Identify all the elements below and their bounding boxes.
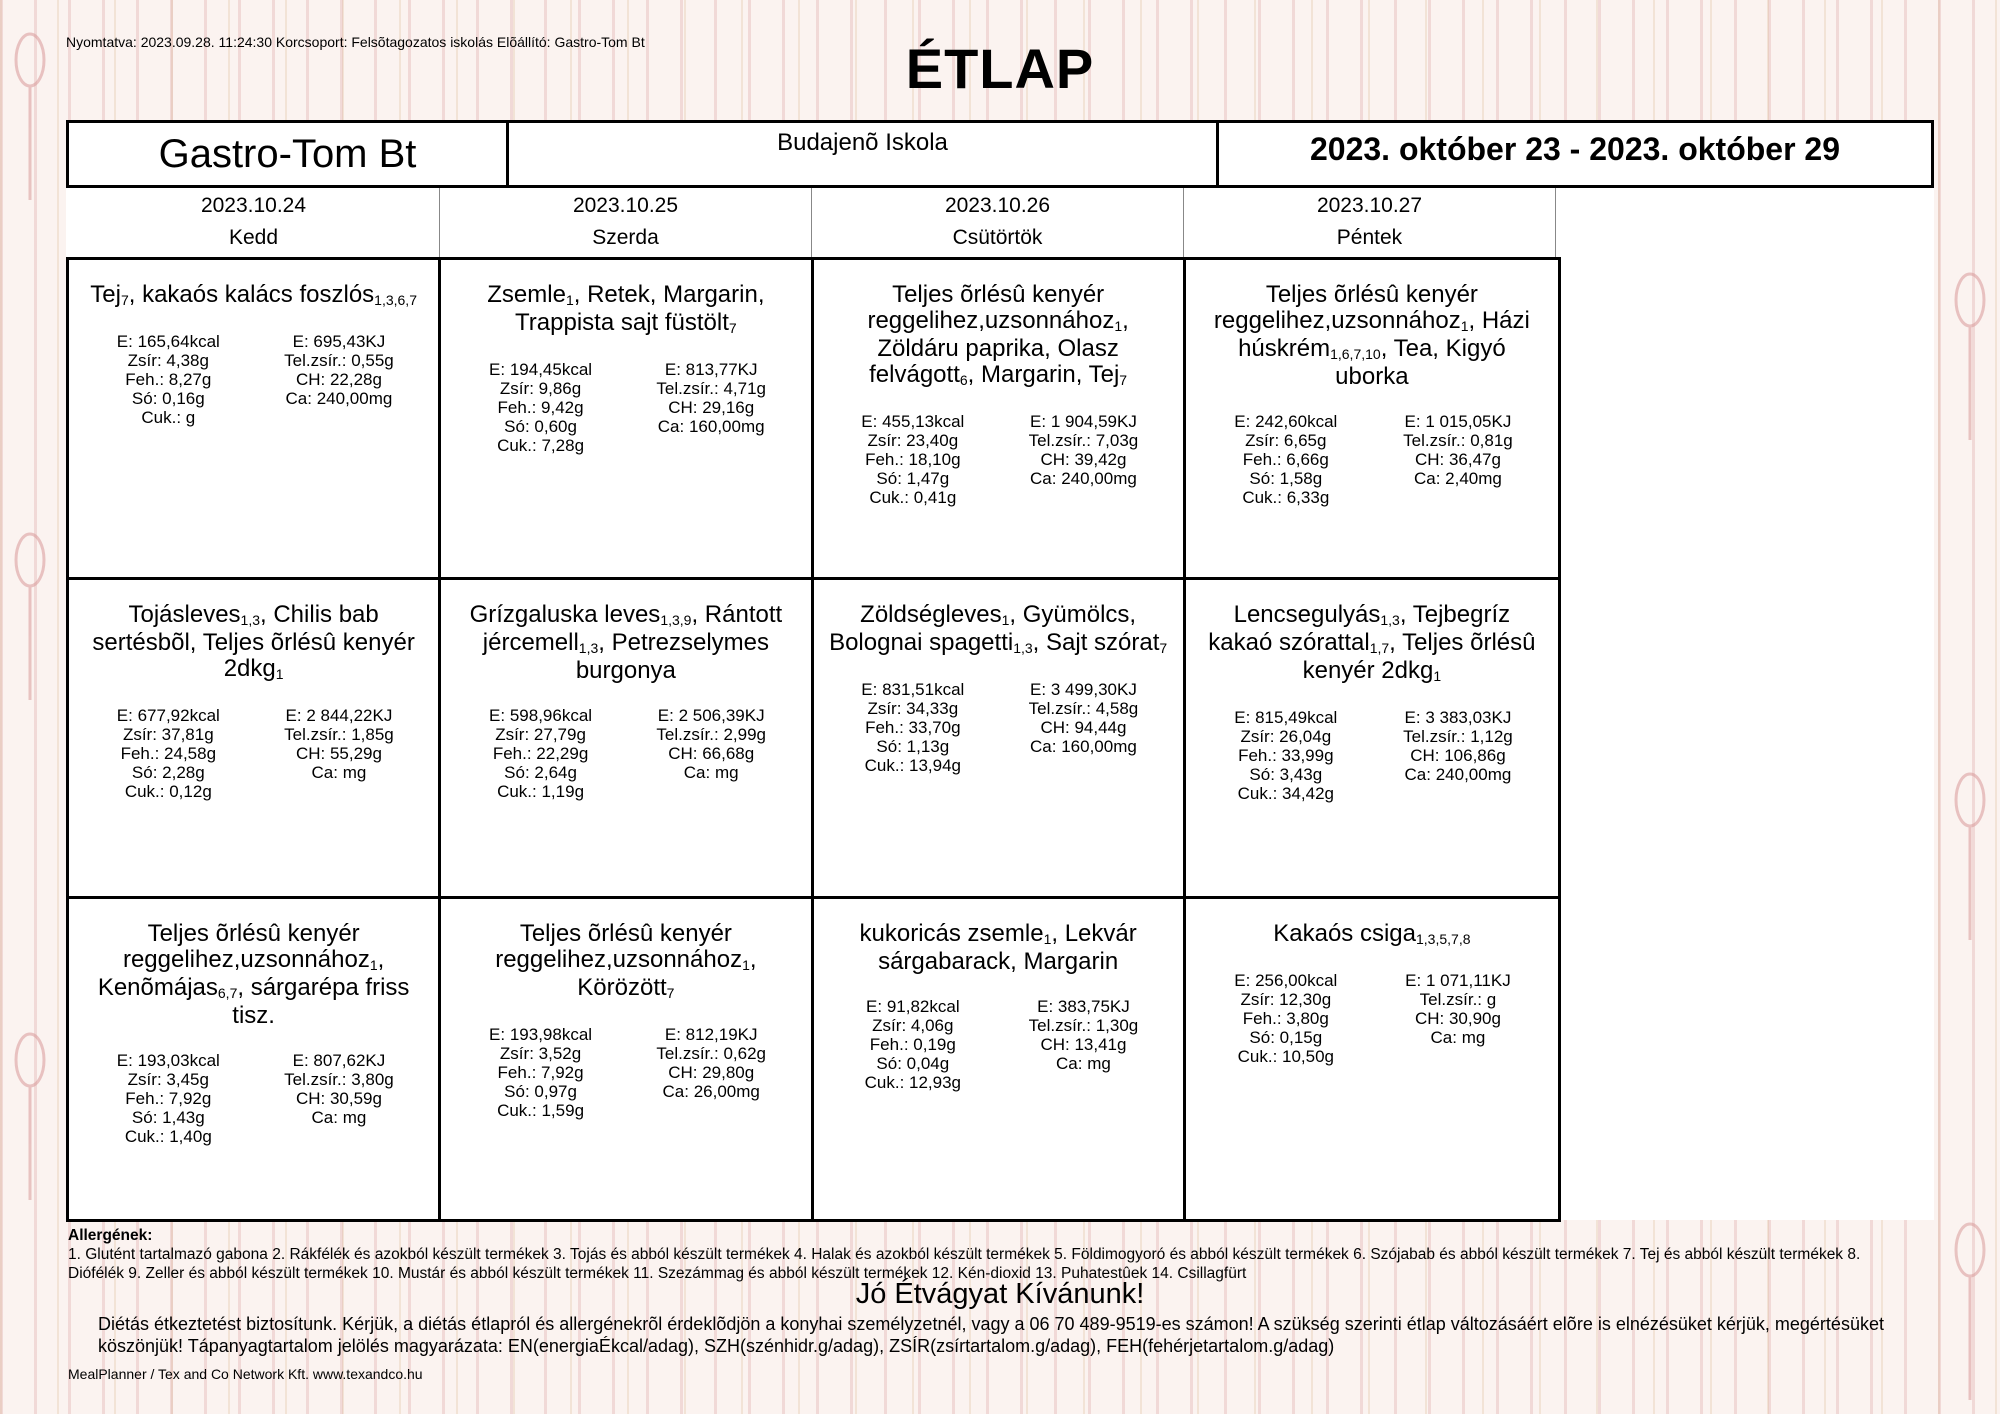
- nutrition-info: [1200, 412, 1544, 507]
- allergen-codes: 1,3: [1380, 611, 1400, 628]
- allergen-codes: 1,6,7,10: [1330, 346, 1381, 362]
- dish-part: , Sajt szórat: [1032, 628, 1160, 656]
- nutrition-column-right: [254, 332, 425, 427]
- nutrition-value: Feh.: 7,92g: [497, 1063, 584, 1083]
- allergen-codes: 1,3,5,7,8: [1416, 931, 1471, 948]
- nutrition-value: Cuk.: 10,50g: [1237, 1047, 1335, 1067]
- nutrition-column-right: [998, 680, 1169, 775]
- nutrition-value: Zsír: 34,33g: [867, 698, 959, 718]
- dish-part: , Körözött: [577, 946, 757, 1002]
- nutrition-value: Tel.zsír.: 1,30g: [1028, 1016, 1139, 1036]
- nutrition-value: CH: 39,42g: [1040, 450, 1127, 469]
- nutrition-value: E: 193,03kcal: [116, 1051, 220, 1071]
- day-date: 2023.10.26: [944, 194, 1051, 217]
- nutrition-info: [455, 706, 796, 801]
- allergen-codes: 6: [959, 372, 968, 388]
- nutrition-value: Feh.: 6,66g: [1242, 450, 1329, 469]
- dish-part: , Retek, Margarin, Trappista sajt füstölt: [515, 281, 765, 336]
- nutrition-value: Feh.: 22,29g: [492, 743, 589, 763]
- menu-header: [66, 120, 1934, 188]
- allergen-codes: 7: [666, 985, 675, 1002]
- nutrition-value: CH: 55,29g: [295, 743, 382, 763]
- day-date: 2023.10.25: [572, 194, 679, 217]
- nutrition-column-left: [1200, 412, 1372, 507]
- nutrition-value: E: 383,75KJ: [1037, 997, 1130, 1017]
- nutrition-value: Feh.: 33,99g: [1238, 745, 1334, 765]
- nutrition-value: Cuk.: 1,19g: [497, 781, 585, 801]
- allergen-codes: 1,3,9: [660, 611, 692, 628]
- nutrition-value: CH: 106,86g: [1410, 745, 1506, 765]
- nutrition-column-left: [1200, 708, 1372, 803]
- nutrition-column-left: [83, 1051, 254, 1146]
- nutrition-value: E: 677,92kcal: [116, 705, 220, 725]
- nutrition-value: Tel.zsír.: 0,81g: [1403, 431, 1513, 450]
- allergen-codes: 1,3: [578, 639, 599, 656]
- allergen-codes: 1,7: [1369, 639, 1390, 656]
- nutrition-info: [83, 332, 424, 427]
- nutrition-value: Ca: 240,00mg: [285, 389, 393, 408]
- nutrition-value: E: 598,96kcal: [489, 705, 593, 725]
- allergen-heading: Allergének:: [68, 1227, 153, 1244]
- allergen-codes: 1: [742, 957, 750, 974]
- nutrition-value: Só: 0,15g: [1249, 1028, 1323, 1048]
- nutrition-value: CH: 29,80g: [668, 1063, 755, 1083]
- nutrition-column-right: [998, 997, 1169, 1092]
- nutrition-value: Zsír: 9,86g: [499, 379, 582, 398]
- menu-cell: [441, 580, 813, 900]
- nutrition-value: Ca: 240,00mg: [1404, 764, 1512, 784]
- week-period: 2023. október 23 - 2023. október 29: [1309, 131, 1841, 167]
- nutrition-value: E: 813,77KJ: [664, 360, 758, 379]
- dish-text: [83, 921, 424, 1029]
- day-name: Péntek: [1336, 226, 1403, 249]
- dish-part: , sárgarépa friss tisz.: [232, 974, 410, 1030]
- menu-cell: [1186, 580, 1558, 900]
- dish-part: , Lekvár sárgabarack, Margarin: [878, 920, 1137, 976]
- nutrition-value: E: 3 499,30KJ: [1030, 679, 1137, 699]
- dish-part: Zöldségleves: [860, 600, 1002, 628]
- nutrition-value: Feh.: 0,19g: [869, 1035, 956, 1055]
- nutrition-value: Zsír: 12,30g: [1240, 990, 1332, 1010]
- nutrition-value: E: 165,64kcal: [116, 332, 220, 351]
- nutrition-value: Tel.zsír.: 1,12g: [1403, 726, 1513, 746]
- nutrition-value: Só: 0,97g: [504, 1082, 577, 1102]
- nutrition-value: Cuk.: g: [141, 408, 196, 427]
- nutrition-value: Feh.: 3,80g: [1242, 1009, 1329, 1029]
- nutrition-value: Só: 1,58g: [1249, 469, 1323, 488]
- dish-part: , kakaós kalács foszlós: [128, 281, 375, 308]
- nutrition-value: Tel.zsír.: g: [1419, 990, 1497, 1010]
- allergen-codes: 1: [275, 665, 284, 682]
- nutrition-value: Cuk.: 0,41g: [869, 488, 957, 507]
- dish-text: [455, 282, 796, 338]
- nutrition-value: Cuk.: 1,40g: [124, 1127, 212, 1147]
- nutrition-value: Cuk.: 13,94g: [864, 755, 962, 775]
- dish-part: , Tea, Kigyó uborka: [1335, 335, 1506, 390]
- nutrition-column-right: [626, 1025, 797, 1120]
- day-date: 2023.10.27: [1316, 194, 1423, 217]
- allergen-codes: 1,3: [240, 611, 261, 628]
- nutrition-value: Feh.: 7,92g: [125, 1089, 212, 1109]
- dish-text: [1200, 282, 1544, 390]
- day-name: Csütörtök: [952, 226, 1043, 249]
- dish-part: Tej: [90, 281, 121, 308]
- nutrition-column-right: [254, 1051, 425, 1146]
- nutrition-value: CH: 94,44g: [1040, 717, 1127, 737]
- nutrition-value: Só: 2,28g: [131, 762, 205, 782]
- nutrition-value: Feh.: 33,70g: [865, 717, 961, 737]
- nutrition-value: CH: 29,16g: [668, 398, 755, 417]
- menu-grid: [66, 257, 1561, 1222]
- bon-appetit-text: Jó Étvágyat Kívánunk!: [855, 1278, 1145, 1310]
- dish-part: Tojásleves: [128, 600, 241, 628]
- allergen-list: 1. Glutént tartalmazó gabona 2. Rákfélék és azokból készült termékek 3. Tojás és abból készült termékek 4. Halak és azokból készült termékek 5. Földimogyoró és abból készült termékek 6. Szójabab és abból készült termékek 7. Tej és abból készült termékek 8. Diófélék 9. Zeller és abból készült termékek 10. Mustár és abból készült termékek 11. Szezámmag és abból készült termékek 12. Kén-dioxid 13. Puhatestûek 14. Csillagfürt: [68, 1246, 1861, 1282]
- nutrition-value: Ca: mg: [1056, 1054, 1111, 1074]
- allergen-codes: 7: [728, 320, 737, 336]
- nutrition-column-left: [828, 997, 999, 1092]
- nutrition-column-right: [626, 360, 797, 455]
- nutrition-value: Zsír: 4,38g: [127, 351, 209, 370]
- nutrition-info: [1200, 708, 1544, 803]
- nutrition-value: Ca: mg: [311, 762, 367, 782]
- menu-cell: [814, 580, 1186, 900]
- nutrition-info: [83, 1051, 424, 1146]
- nutrition-info: [828, 997, 1169, 1092]
- nutrition-value: CH: 13,41g: [1040, 1035, 1127, 1055]
- nutrition-value: E: 2 506,39KJ: [657, 705, 765, 725]
- dish-part: kukoricás zsemle: [859, 920, 1044, 948]
- nutrition-value: Só: 1,13g: [876, 736, 950, 756]
- allergen-codes: 1: [565, 292, 574, 308]
- nutrition-column-left: [83, 332, 254, 427]
- dish-part: Kakaós csiga: [1273, 920, 1416, 948]
- nutrition-column-right: [1372, 708, 1544, 803]
- nutrition-value: Feh.: 8,27g: [125, 370, 212, 389]
- nutrition-value: E: 194,45kcal: [489, 360, 593, 379]
- menu-cell: [69, 260, 441, 580]
- nutrition-value: Zsír: 23,40g: [867, 431, 959, 450]
- footer-credit: MealPlanner / Tex and Co Network Kft. www.texandco.hu: [68, 1366, 423, 1382]
- nutrition-value: Zsír: 3,45g: [127, 1070, 209, 1090]
- nutrition-value: E: 807,62KJ: [292, 1051, 386, 1071]
- menu-cell: [814, 260, 1186, 580]
- menu-cell: [1186, 260, 1558, 580]
- nutrition-value: Cuk.: 7,28g: [497, 436, 585, 455]
- nutrition-column-right: [626, 706, 797, 801]
- nutrition-value: E: 193,98kcal: [489, 1025, 593, 1045]
- nutrition-column-right: [254, 706, 425, 801]
- dish-part: Zsemle: [487, 281, 566, 308]
- nutrition-value: Tel.zsír.: 7,03g: [1028, 431, 1139, 450]
- nutrition-value: Ca: 240,00mg: [1030, 469, 1137, 488]
- day-headers: [68, 188, 1556, 258]
- nutrition-value: Ca: mg: [1430, 1028, 1486, 1048]
- nutrition-column-right: [1372, 412, 1544, 507]
- nutrition-value: Ca: 2,40mg: [1413, 469, 1502, 488]
- allergen-codes: 7: [1119, 372, 1128, 388]
- dish-text: [1200, 921, 1544, 949]
- nutrition-value: E: 1 904,59KJ: [1030, 412, 1137, 431]
- company-name: Gastro-Tom Bt: [69, 123, 509, 185]
- nutrition-value: Só: 0,60g: [504, 417, 577, 436]
- nutrition-value: Cuk.: 6,33g: [1242, 488, 1330, 507]
- nutrition-info: [455, 360, 796, 455]
- nutrition-value: E: 1 071,11KJ: [1405, 971, 1511, 991]
- nutrition-value: CH: 36,47g: [1414, 450, 1501, 469]
- dish-part: Teljes õrlésû kenyér reggelihez,uzsonnához: [495, 920, 743, 974]
- school-name: Budajenõ Iskola: [509, 123, 1219, 185]
- dish-part: Lencsegulyás: [1233, 600, 1381, 628]
- menu-cell: [441, 260, 813, 580]
- dish-part: Teljes õrlésû kenyér reggelihez,uzsonnához: [1213, 281, 1478, 334]
- dish-part: , Gyümölcs, Bolognai spagetti: [829, 600, 1137, 656]
- day-header: [812, 188, 1184, 258]
- nutrition-column-left: [1200, 971, 1372, 1066]
- nutrition-column-left: [455, 1025, 626, 1120]
- nutrition-value: E: 91,82kcal: [866, 997, 960, 1017]
- nutrition-value: Só: 0,16g: [131, 389, 205, 408]
- diet-note: Diétás étkeztetést biztosítunk. Kérjük, a diétás étlapról és allergénekrõl érdeklõdjön a konyhai személyzetnél, vagy a 06 70 489-9519-es számon! A szükség szerinti étlap változásáért elõre is elnézésüket kérjük, megértésüket köszönjük! Tápanyagtartalom jelölés magyarázata: EN(energiaÉkcal/adag), SZH(szénhidr.g/adag), ZSÍR(zsírtartalom.g/adag), FEH(fehérjetartalom.g/adag): [98, 1314, 1884, 1356]
- dish-text: [455, 602, 796, 684]
- nutrition-column-left: [828, 412, 999, 507]
- allergen-codes: 1: [1460, 318, 1469, 334]
- nutrition-value: Só: 1,43g: [131, 1108, 205, 1128]
- nutrition-value: E: 815,49kcal: [1234, 707, 1338, 727]
- allergen-codes: 1: [1433, 667, 1442, 684]
- nutrition-value: Zsír: 4,06g: [872, 1016, 954, 1036]
- allergen-codes: 7: [120, 292, 129, 308]
- allergen-codes: 6,7: [217, 985, 238, 1002]
- nutrition-column-right: [1372, 971, 1544, 1066]
- nutrition-value: Tel.zsír.: 0,55g: [284, 351, 394, 370]
- dish-part: , Petrezselymes burgonya: [575, 628, 769, 684]
- nutrition-value: Zsír: 3,52g: [499, 1044, 582, 1064]
- dish-part: Teljes õrlésû kenyér reggelihez,uzsonnához: [867, 281, 1115, 334]
- nutrition-info: [1200, 971, 1544, 1066]
- dish-part: Grízgaluska leves: [469, 600, 661, 628]
- dish-text: [83, 602, 424, 684]
- nutrition-value: E: 812,19KJ: [664, 1025, 758, 1045]
- nutrition-value: CH: 66,68g: [668, 743, 755, 763]
- nutrition-value: Ca: 160,00mg: [1030, 736, 1137, 756]
- nutrition-value: Só: 1,47g: [876, 469, 950, 488]
- nutrition-column-left: [455, 706, 626, 801]
- dish-text: [828, 921, 1169, 975]
- menu-cell: [69, 580, 441, 900]
- allergen-codes: 1: [1001, 611, 1010, 628]
- day-name: Szerda: [592, 226, 659, 249]
- dish-text: [1200, 602, 1544, 686]
- nutrition-value: Zsír: 27,79g: [495, 724, 586, 744]
- nutrition-value: Zsír: 26,04g: [1240, 726, 1332, 746]
- menu-cell: [814, 899, 1186, 1219]
- dish-text: [828, 602, 1169, 658]
- nutrition-value: Só: 3,43g: [1249, 764, 1323, 784]
- nutrition-value: Cuk.: 1,59g: [497, 1101, 585, 1121]
- nutrition-value: Ca: mg: [311, 1108, 367, 1128]
- nutrition-value: E: 256,00kcal: [1234, 971, 1338, 991]
- nutrition-value: Só: 0,04g: [876, 1054, 950, 1074]
- nutrition-value: E: 695,43KJ: [292, 332, 386, 351]
- menu-cell: [441, 899, 813, 1219]
- nutrition-value: CH: 22,28g: [295, 370, 382, 389]
- nutrition-info: [828, 412, 1169, 507]
- nutrition-value: Tel.zsír.: 3,80g: [284, 1070, 394, 1090]
- nutrition-value: Zsír: 6,65g: [1245, 431, 1327, 450]
- nutrition-value: Ca: 160,00mg: [657, 417, 765, 436]
- nutrition-value: Zsír: 37,81g: [122, 724, 214, 744]
- nutrition-value: Só: 2,64g: [504, 762, 577, 782]
- allergen-codes: 1,3,6,7: [374, 292, 417, 308]
- nutrition-value: E: 242,60kcal: [1234, 412, 1338, 431]
- day-name: Kedd: [228, 226, 279, 249]
- nutrition-column-left: [455, 360, 626, 455]
- nutrition-value: E: 3 383,03KJ: [1404, 707, 1512, 727]
- printed-info: Nyomtatva: 2023.09.28. 11:24:30 Korcsoport: Felsõtagozatos iskolás Elõállító: Gastro-Tom Bt: [66, 34, 645, 50]
- nutrition-value: Tel.zsír.: 4,58g: [1028, 698, 1139, 718]
- nutrition-value: E: 1 015,05KJ: [1404, 412, 1512, 431]
- day-header: [440, 188, 812, 258]
- nutrition-value: Cuk.: 0,12g: [124, 781, 212, 801]
- page-title: ÉTLAP: [905, 37, 1095, 100]
- nutrition-value: Feh.: 9,42g: [497, 398, 584, 417]
- nutrition-value: E: 455,13kcal: [861, 412, 965, 431]
- nutrition-column-left: [828, 680, 999, 775]
- nutrition-value: E: 831,51kcal: [861, 679, 965, 699]
- allergen-codes: 1,3: [1013, 639, 1033, 656]
- dish-text: [455, 921, 796, 1003]
- nutrition-value: Cuk.: 34,42g: [1237, 783, 1335, 803]
- nutrition-value: Tel.zsír.: 2,99g: [656, 724, 766, 744]
- dish-text: [828, 282, 1169, 390]
- nutrition-value: E: 2 844,22KJ: [285, 705, 393, 725]
- nutrition-value: Ca: mg: [683, 762, 739, 782]
- dish-part: , Teljes õrlésû kenyér 2dkg: [1302, 628, 1536, 684]
- nutrition-info: [828, 680, 1169, 775]
- nutrition-column-left: [83, 706, 254, 801]
- allergen-codes: 1: [369, 957, 378, 974]
- dish-part: Teljes õrlésû kenyér reggelihez,uzsonnához: [122, 920, 370, 974]
- nutrition-value: Cuk.: 12,93g: [864, 1073, 962, 1093]
- nutrition-value: Tel.zsír.: 4,71g: [656, 379, 766, 398]
- dish-text: [83, 282, 424, 310]
- nutrition-info: [455, 1025, 796, 1120]
- dish-part: , Tejbegríz kakaó szórattal: [1208, 600, 1511, 656]
- day-header: [1184, 188, 1556, 258]
- allergen-codes: 1: [1114, 318, 1123, 334]
- dish-part: , Zöldáru paprika, Olasz felvágott: [869, 307, 1129, 388]
- dish-part: , Kenõmájas: [97, 946, 385, 1002]
- day-date: 2023.10.24: [200, 194, 307, 217]
- day-header: [68, 188, 440, 258]
- nutrition-value: Tel.zsír.: 1,85g: [284, 724, 394, 744]
- allergen-codes: 7: [1159, 639, 1168, 656]
- nutrition-value: CH: 30,90g: [1414, 1009, 1501, 1029]
- nutrition-value: Feh.: 24,58g: [120, 743, 217, 763]
- nutrition-value: Tel.zsír.: 0,62g: [656, 1044, 766, 1064]
- menu-cell: [69, 899, 441, 1219]
- dish-part: , Chilis bab sertésbõl, Teljes õrlésû kenyér 2dkg: [92, 600, 415, 682]
- nutrition-value: Ca: 26,00mg: [662, 1082, 760, 1102]
- nutrition-value: CH: 30,59g: [295, 1089, 382, 1109]
- dish-part: , Margarin, Tej: [967, 361, 1120, 388]
- nutrition-info: [83, 706, 424, 801]
- allergen-codes: 1: [1043, 931, 1052, 948]
- dish-part: , Házi húskrém: [1238, 307, 1530, 362]
- nutrition-value: Feh.: 18,10g: [865, 450, 961, 469]
- nutrition-column-right: [998, 412, 1169, 507]
- menu-cell: [1186, 899, 1558, 1219]
- allergen-section: [68, 1226, 1908, 1283]
- dish-part: , Rántott jércemell: [482, 600, 783, 656]
